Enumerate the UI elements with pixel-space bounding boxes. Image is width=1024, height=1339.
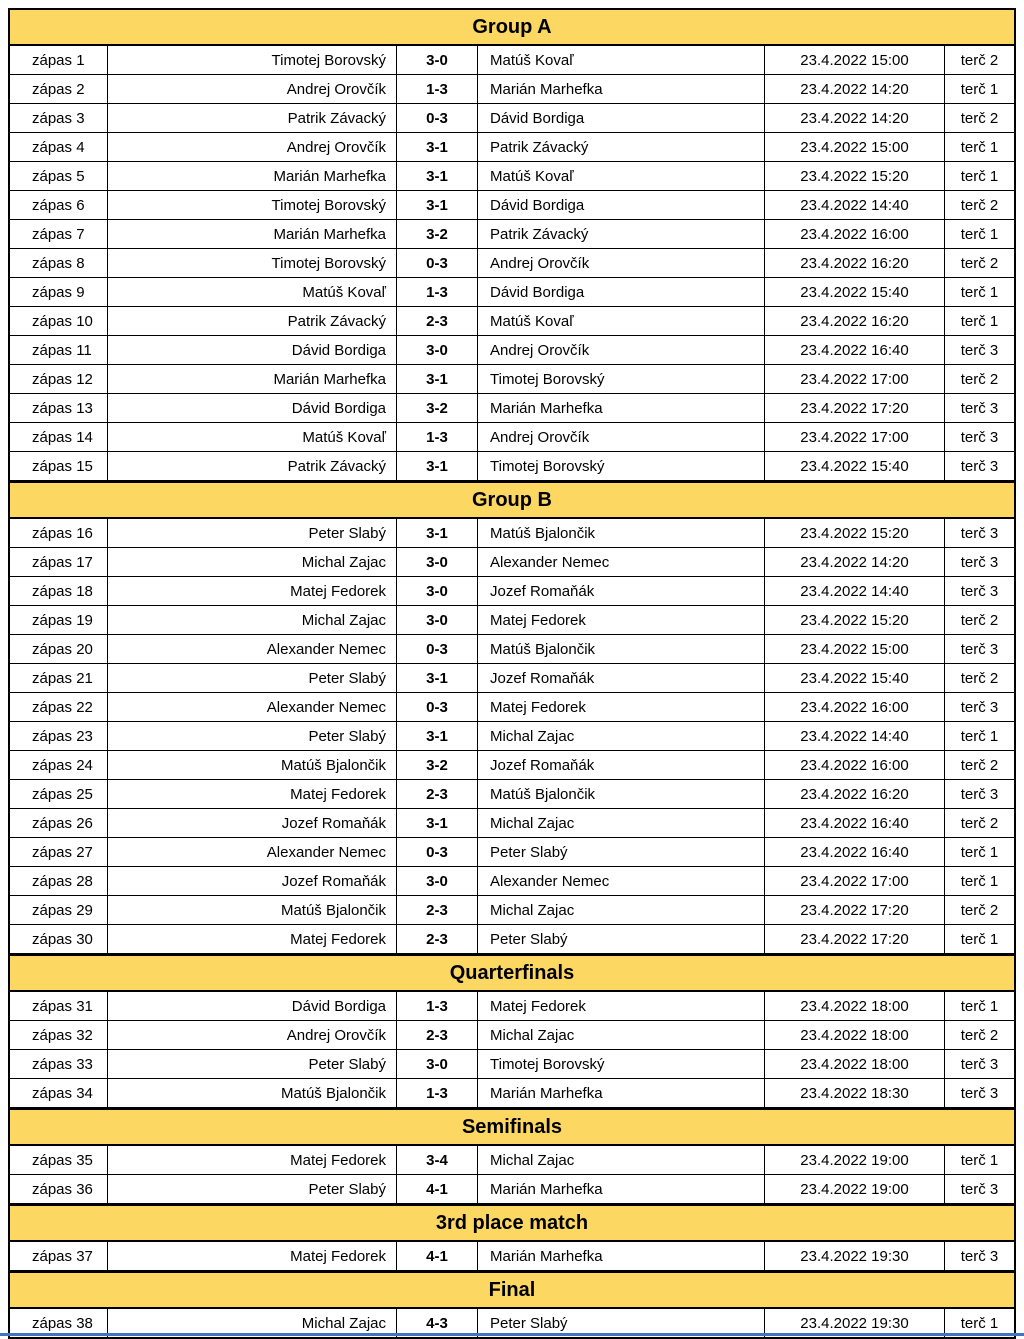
player2-cell: Marián Marhefka <box>478 394 765 422</box>
datetime-cell: 23.4.2022 16:40 <box>765 336 945 364</box>
score-cell: 3-2 <box>397 394 478 422</box>
player2-cell: Michal Zajac <box>478 722 765 750</box>
player2-cell: Marián Marhefka <box>478 1079 765 1107</box>
match-id-cell: zápas 35 <box>10 1146 108 1174</box>
match-row <box>10 664 1014 693</box>
score-cell: 3-1 <box>397 191 478 219</box>
match-row <box>10 606 1014 635</box>
datetime-cell: 23.4.2022 14:40 <box>765 191 945 219</box>
player1-cell: Matej Fedorek <box>108 1242 397 1270</box>
score-cell: 0-3 <box>397 104 478 132</box>
score-cell: 3-1 <box>397 452 478 480</box>
player2-cell: Matúš Bjalončik <box>478 519 765 547</box>
player1-cell: Matúš Kovaľ <box>108 423 397 451</box>
target-cell: terč 2 <box>960 669 999 687</box>
match-id-cell: zápas 16 <box>10 519 108 547</box>
match-id-cell: zápas 7 <box>10 220 108 248</box>
datetime-cell: 23.4.2022 16:00 <box>765 751 945 779</box>
match-id-cell: zápas 38 <box>10 1309 108 1337</box>
target-cell: terč 2 <box>960 370 999 388</box>
match-row <box>10 220 1014 249</box>
target-cell: terč 3 <box>960 341 999 359</box>
score-cell: 1-3 <box>397 423 478 451</box>
target-cell: terč 2 <box>960 611 999 629</box>
match-row <box>10 751 1014 780</box>
player1-cell: Dávid Bordiga <box>108 336 397 364</box>
player1-cell: Matúš Bjalončik <box>108 896 397 924</box>
match-row <box>10 452 1014 481</box>
match-id-cell: zápas 19 <box>10 606 108 634</box>
player2-cell: Marián Marhefka <box>478 1242 765 1270</box>
score-cell: 2-3 <box>397 307 478 335</box>
datetime-cell: 23.4.2022 17:20 <box>765 896 945 924</box>
player1-cell: Peter Slabý <box>108 519 397 547</box>
section-header: Quarterfinals <box>10 954 1014 992</box>
datetime-cell: 23.4.2022 17:00 <box>765 423 945 451</box>
datetime-cell: 23.4.2022 14:20 <box>765 75 945 103</box>
target-cell: terč 3 <box>960 399 999 417</box>
section-header: Group B <box>10 481 1014 519</box>
player2-cell: Dávid Bordiga <box>478 191 765 219</box>
player1-cell: Andrej Orovčík <box>108 1021 397 1049</box>
datetime-cell: 23.4.2022 17:20 <box>765 394 945 422</box>
match-id-cell: zápas 1 <box>10 46 108 74</box>
datetime-cell: 23.4.2022 15:40 <box>765 664 945 692</box>
match-row <box>10 365 1014 394</box>
match-id-cell: zápas 37 <box>10 1242 108 1270</box>
datetime-cell: 23.4.2022 18:30 <box>765 1079 945 1107</box>
section-header: Group A <box>10 10 1014 46</box>
match-id-cell: zápas 15 <box>10 452 108 480</box>
datetime-cell: 23.4.2022 15:20 <box>765 519 945 547</box>
target-cell: terč 2 <box>960 109 999 127</box>
target-cell: terč 1 <box>960 80 999 98</box>
player1-cell: Michal Zajac <box>108 606 397 634</box>
player1-cell: Patrik Závacký <box>108 452 397 480</box>
match-id-cell: zápas 2 <box>10 75 108 103</box>
match-row <box>10 133 1014 162</box>
match-row <box>10 423 1014 452</box>
player1-cell: Matúš Kovaľ <box>108 278 397 306</box>
datetime-cell: 23.4.2022 15:40 <box>765 452 945 480</box>
datetime-cell: 23.4.2022 14:20 <box>765 548 945 576</box>
datetime-cell: 23.4.2022 18:00 <box>765 1050 945 1078</box>
target-cell: terč 1 <box>960 312 999 330</box>
target-cell: terč 2 <box>960 196 999 214</box>
datetime-cell: 23.4.2022 19:30 <box>765 1242 945 1270</box>
player1-cell: Marián Marhefka <box>108 365 397 393</box>
score-cell: 4-1 <box>397 1242 478 1270</box>
player1-cell: Peter Slabý <box>108 1050 397 1078</box>
match-id-cell: zápas 23 <box>10 722 108 750</box>
match-id-cell: zápas 6 <box>10 191 108 219</box>
match-id-cell: zápas 29 <box>10 896 108 924</box>
player1-cell: Jozef Romaňák <box>108 867 397 895</box>
target-cell: terč 3 <box>960 640 999 658</box>
score-cell: 3-0 <box>397 46 478 74</box>
score-cell: 1-3 <box>397 1079 478 1107</box>
match-row <box>10 46 1014 75</box>
match-id-cell: zápas 9 <box>10 278 108 306</box>
score-cell: 3-2 <box>397 220 478 248</box>
match-row <box>10 925 1014 954</box>
player1-cell: Matúš Bjalončik <box>108 1079 397 1107</box>
score-cell: 1-3 <box>397 278 478 306</box>
target-cell: terč 1 <box>960 872 999 890</box>
match-id-cell: zápas 17 <box>10 548 108 576</box>
player2-cell: Timotej Borovský <box>478 365 765 393</box>
player2-cell: Marián Marhefka <box>478 1175 765 1203</box>
target-cell: terč 1 <box>960 167 999 185</box>
player1-cell: Timotej Borovský <box>108 249 397 277</box>
target-cell: terč 3 <box>960 553 999 571</box>
score-cell: 2-3 <box>397 780 478 808</box>
player2-cell: Alexander Nemec <box>478 548 765 576</box>
match-id-cell: zápas 14 <box>10 423 108 451</box>
target-cell: terč 3 <box>960 428 999 446</box>
player1-cell: Andrej Orovčík <box>108 75 397 103</box>
datetime-cell: 23.4.2022 17:00 <box>765 365 945 393</box>
target-cell: terč 3 <box>960 785 999 803</box>
match-row <box>10 1175 1014 1204</box>
match-row <box>10 693 1014 722</box>
score-cell: 2-3 <box>397 1021 478 1049</box>
match-id-cell: zápas 22 <box>10 693 108 721</box>
target-cell: terč 1 <box>960 1314 999 1332</box>
score-cell: 2-3 <box>397 925 478 953</box>
target-cell: terč 1 <box>960 225 999 243</box>
player2-cell: Matúš Kovaľ <box>478 46 765 74</box>
match-row <box>10 1050 1014 1079</box>
datetime-cell: 23.4.2022 16:40 <box>765 838 945 866</box>
score-cell: 3-0 <box>397 577 478 605</box>
player2-cell: Timotej Borovský <box>478 452 765 480</box>
datetime-cell: 23.4.2022 14:40 <box>765 577 945 605</box>
target-cell: terč 2 <box>960 756 999 774</box>
player1-cell: Alexander Nemec <box>108 635 397 663</box>
score-cell: 3-1 <box>397 722 478 750</box>
player1-cell: Matej Fedorek <box>108 1146 397 1174</box>
datetime-cell: 23.4.2022 15:20 <box>765 606 945 634</box>
datetime-cell: 23.4.2022 18:00 <box>765 992 945 1020</box>
target-cell: terč 1 <box>960 138 999 156</box>
player2-cell: Andrej Orovčík <box>478 336 765 364</box>
target-cell: terč 1 <box>960 997 999 1015</box>
score-cell: 3-0 <box>397 867 478 895</box>
match-row <box>10 780 1014 809</box>
player2-cell: Matej Fedorek <box>478 992 765 1020</box>
player2-cell: Michal Zajac <box>478 809 765 837</box>
score-cell: 0-3 <box>397 838 478 866</box>
player1-cell: Patrik Závacký <box>108 307 397 335</box>
player2-cell: Matúš Bjalončik <box>478 635 765 663</box>
datetime-cell: 23.4.2022 16:20 <box>765 249 945 277</box>
target-cell: terč 2 <box>960 901 999 919</box>
player2-cell: Michal Zajac <box>478 896 765 924</box>
player1-cell: Dávid Bordiga <box>108 992 397 1020</box>
score-cell: 1-3 <box>397 75 478 103</box>
match-row <box>10 577 1014 606</box>
datetime-cell: 23.4.2022 19:00 <box>765 1175 945 1203</box>
datetime-cell: 23.4.2022 14:20 <box>765 104 945 132</box>
match-id-cell: zápas 33 <box>10 1050 108 1078</box>
datetime-cell: 23.4.2022 19:00 <box>765 1146 945 1174</box>
datetime-cell: 23.4.2022 18:00 <box>765 1021 945 1049</box>
score-cell: 3-1 <box>397 519 478 547</box>
player1-cell: Jozef Romaňák <box>108 809 397 837</box>
player2-cell: Peter Slabý <box>478 838 765 866</box>
match-row <box>10 1146 1014 1175</box>
match-row <box>10 1242 1014 1271</box>
score-cell: 0-3 <box>397 249 478 277</box>
target-cell: terč 2 <box>960 814 999 832</box>
datetime-cell: 23.4.2022 15:20 <box>765 162 945 190</box>
player2-cell: Patrik Závacký <box>478 220 765 248</box>
datetime-cell: 23.4.2022 17:00 <box>765 867 945 895</box>
score-cell: 3-4 <box>397 1146 478 1174</box>
match-row <box>10 992 1014 1021</box>
datetime-cell: 23.4.2022 15:00 <box>765 46 945 74</box>
player2-cell: Matej Fedorek <box>478 693 765 721</box>
match-row <box>10 896 1014 925</box>
datetime-cell: 23.4.2022 15:00 <box>765 133 945 161</box>
match-row <box>10 1021 1014 1050</box>
match-id-cell: zápas 31 <box>10 992 108 1020</box>
match-id-cell: zápas 18 <box>10 577 108 605</box>
score-cell: 3-0 <box>397 548 478 576</box>
match-row <box>10 191 1014 220</box>
match-row <box>10 162 1014 191</box>
match-row <box>10 75 1014 104</box>
match-row <box>10 838 1014 867</box>
score-cell: 2-3 <box>397 896 478 924</box>
player2-cell: Alexander Nemec <box>478 867 765 895</box>
score-cell: 0-3 <box>397 635 478 663</box>
match-row <box>10 635 1014 664</box>
match-id-cell: zápas 32 <box>10 1021 108 1049</box>
player2-cell: Andrej Orovčík <box>478 249 765 277</box>
player2-cell: Matej Fedorek <box>478 606 765 634</box>
score-cell: 3-2 <box>397 751 478 779</box>
player1-cell: Dávid Bordiga <box>108 394 397 422</box>
target-cell: terč 3 <box>960 1084 999 1102</box>
target-cell: terč 2 <box>960 1026 999 1044</box>
score-cell: 3-1 <box>397 162 478 190</box>
player2-cell: Jozef Romaňák <box>478 577 765 605</box>
score-cell: 4-1 <box>397 1175 478 1203</box>
player2-cell: Michal Zajac <box>478 1021 765 1049</box>
score-cell: 3-1 <box>397 133 478 161</box>
player1-cell: Matej Fedorek <box>108 925 397 953</box>
player2-cell: Marián Marhefka <box>478 75 765 103</box>
match-row <box>10 548 1014 577</box>
score-cell: 3-0 <box>397 1050 478 1078</box>
match-id-cell: zápas 27 <box>10 838 108 866</box>
match-row <box>10 278 1014 307</box>
target-cell: terč 1 <box>960 843 999 861</box>
score-cell: 3-0 <box>397 336 478 364</box>
player2-cell: Jozef Romaňák <box>478 751 765 779</box>
target-cell: terč 1 <box>960 930 999 948</box>
target-cell: terč 2 <box>960 51 999 69</box>
target-cell: terč 3 <box>960 582 999 600</box>
match-id-cell: zápas 20 <box>10 635 108 663</box>
target-cell: terč 3 <box>960 1180 999 1198</box>
section-header: Final <box>10 1271 1014 1309</box>
player1-cell: Peter Slabý <box>108 722 397 750</box>
datetime-cell: 23.4.2022 16:20 <box>765 780 945 808</box>
player2-cell: Patrik Závacký <box>478 133 765 161</box>
match-row <box>10 722 1014 751</box>
target-cell: terč 3 <box>960 698 999 716</box>
match-id-cell: zápas 36 <box>10 1175 108 1203</box>
section-header: Semifinals <box>10 1108 1014 1146</box>
score-cell: 4-3 <box>397 1309 478 1337</box>
match-id-cell: zápas 21 <box>10 664 108 692</box>
player2-cell: Jozef Romaňák <box>478 664 765 692</box>
match-id-cell: zápas 26 <box>10 809 108 837</box>
match-row <box>10 336 1014 365</box>
match-row <box>10 519 1014 548</box>
player2-cell: Matúš Kovaľ <box>478 307 765 335</box>
player1-cell: Matej Fedorek <box>108 577 397 605</box>
player2-cell: Peter Slabý <box>478 925 765 953</box>
player1-cell: Michal Zajac <box>108 548 397 576</box>
tournament-schedule-table <box>8 8 1016 1339</box>
target-cell: terč 1 <box>960 727 999 745</box>
match-id-cell: zápas 12 <box>10 365 108 393</box>
player1-cell: Peter Slabý <box>108 1175 397 1203</box>
player1-cell: Peter Slabý <box>108 664 397 692</box>
match-row <box>10 809 1014 838</box>
target-cell: terč 3 <box>960 1055 999 1073</box>
match-id-cell: zápas 5 <box>10 162 108 190</box>
score-cell: 3-1 <box>397 809 478 837</box>
score-cell: 3-0 <box>397 606 478 634</box>
player1-cell: Alexander Nemec <box>108 838 397 866</box>
match-id-cell: zápas 11 <box>10 336 108 364</box>
player1-cell: Marián Marhefka <box>108 220 397 248</box>
player1-cell: Timotej Borovský <box>108 46 397 74</box>
match-row <box>10 104 1014 133</box>
player1-cell: Andrej Orovčík <box>108 133 397 161</box>
match-row <box>10 1079 1014 1108</box>
score-cell: 3-1 <box>397 664 478 692</box>
target-cell: terč 3 <box>960 1247 999 1265</box>
target-cell: terč 2 <box>960 254 999 272</box>
score-cell: 1-3 <box>397 992 478 1020</box>
match-row <box>10 249 1014 278</box>
datetime-cell: 23.4.2022 16:20 <box>765 307 945 335</box>
player2-cell: Michal Zajac <box>478 1146 765 1174</box>
match-id-cell: zápas 13 <box>10 394 108 422</box>
datetime-cell: 23.4.2022 16:00 <box>765 220 945 248</box>
datetime-cell: 23.4.2022 15:00 <box>765 635 945 663</box>
datetime-cell: 23.4.2022 16:00 <box>765 693 945 721</box>
match-row <box>10 394 1014 423</box>
target-cell: terč 1 <box>960 283 999 301</box>
match-id-cell: zápas 24 <box>10 751 108 779</box>
target-cell: terč 1 <box>960 1151 999 1169</box>
score-cell: 0-3 <box>397 693 478 721</box>
datetime-cell: 23.4.2022 16:40 <box>765 809 945 837</box>
match-id-cell: zápas 4 <box>10 133 108 161</box>
player2-cell: Matúš Bjalončik <box>478 780 765 808</box>
match-id-cell: zápas 10 <box>10 307 108 335</box>
score-cell: 3-1 <box>397 365 478 393</box>
player2-cell: Timotej Borovský <box>478 1050 765 1078</box>
player1-cell: Timotej Borovský <box>108 191 397 219</box>
player2-cell: Andrej Orovčík <box>478 423 765 451</box>
section-header: 3rd place match <box>10 1204 1014 1242</box>
datetime-cell: 23.4.2022 19:30 <box>765 1309 945 1337</box>
player1-cell: Patrik Závacký <box>108 104 397 132</box>
target-cell: terč 3 <box>960 524 999 542</box>
player1-cell: Matej Fedorek <box>108 780 397 808</box>
match-row <box>10 307 1014 336</box>
match-id-cell: zápas 3 <box>10 104 108 132</box>
datetime-cell: 23.4.2022 15:40 <box>765 278 945 306</box>
player2-cell: Matúš Kovaľ <box>478 162 765 190</box>
datetime-cell: 23.4.2022 14:40 <box>765 722 945 750</box>
player2-cell: Dávid Bordiga <box>478 278 765 306</box>
match-id-cell: zápas 28 <box>10 867 108 895</box>
player1-cell: Michal Zajac <box>108 1309 397 1337</box>
match-id-cell: zápas 30 <box>10 925 108 953</box>
target-cell: terč 3 <box>960 457 999 475</box>
player1-cell: Alexander Nemec <box>108 693 397 721</box>
match-id-cell: zápas 34 <box>10 1079 108 1107</box>
player2-cell: Dávid Bordiga <box>478 104 765 132</box>
match-row <box>10 867 1014 896</box>
player1-cell: Matúš Bjalončik <box>108 751 397 779</box>
player2-cell: Peter Slabý <box>478 1309 765 1337</box>
player1-cell: Marián Marhefka <box>108 162 397 190</box>
datetime-cell: 23.4.2022 17:20 <box>765 925 945 953</box>
match-id-cell: zápas 8 <box>10 249 108 277</box>
match-id-cell: zápas 25 <box>10 780 108 808</box>
